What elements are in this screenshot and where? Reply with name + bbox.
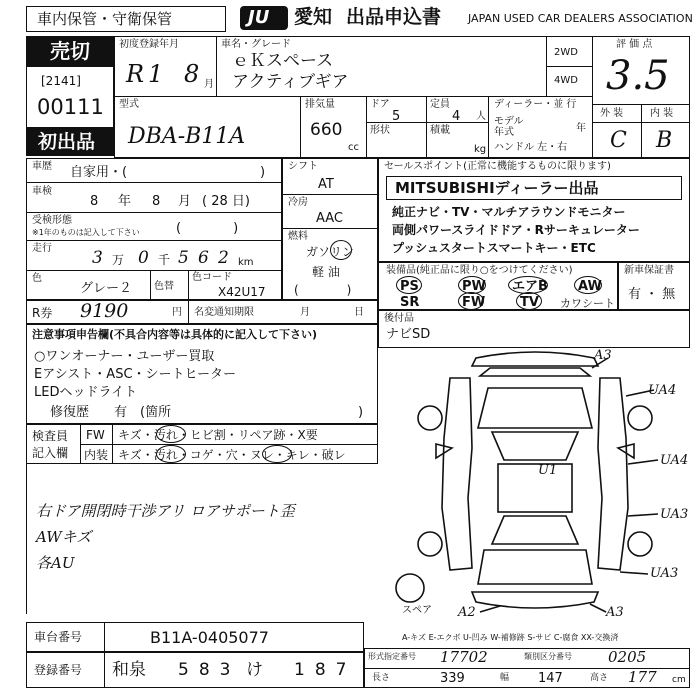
plate-class: 583 xyxy=(178,660,241,680)
capacity-label: 定員 xyxy=(430,99,450,110)
storage-tags xyxy=(26,6,226,32)
type-label: 型式 xyxy=(119,99,139,110)
car-left-side xyxy=(442,378,472,570)
plate-kana: け xyxy=(246,660,263,680)
width-value: 147 xyxy=(538,671,563,686)
fuel-label: 燃料 xyxy=(288,231,308,242)
category-value: 0205 xyxy=(608,648,647,666)
sales-point-line-2: 両側パワースライドドア・Rサーキュレーター xyxy=(392,223,640,237)
fuel-diesel: 軽 油 xyxy=(312,265,340,279)
equip-seat: カワシート xyxy=(560,297,615,310)
int-score-label: 内 装 xyxy=(650,108,674,119)
equip-airbag: エアB xyxy=(512,279,548,294)
plate-area: 和泉 xyxy=(112,660,146,680)
association-name: JAPAN USED CAR DEALERS ASSOCIATION xyxy=(468,12,693,25)
width-label: 幅 xyxy=(500,673,510,683)
color-value: グレー２ xyxy=(80,281,133,296)
shaken-label: 車検 xyxy=(32,186,52,197)
inspector-label-1: 検査員 xyxy=(32,429,69,443)
inspector-int-dirt-circle xyxy=(156,445,186,463)
repair-close: ) xyxy=(358,405,364,420)
inspector-fw: FW xyxy=(86,428,105,442)
history-close: ) xyxy=(260,165,266,180)
aftermarket-label: 後付品 xyxy=(384,313,414,324)
ext-score-label: 外 装 xyxy=(600,108,624,119)
mileage-unit: km xyxy=(238,257,254,268)
int-score-value: B xyxy=(656,128,673,153)
shaken-month: 8 xyxy=(152,194,161,209)
color-tone-label: 色替 xyxy=(154,281,174,292)
damage-mark-a3-rear: A3 xyxy=(606,605,624,620)
wheel-rear-left xyxy=(418,532,442,556)
shaken-year-unit: 年 xyxy=(118,194,132,209)
notes-label: 注意事項申告欄(不具合内容等は具体的に記入して下さい) xyxy=(32,328,318,341)
cert-value: 17702 xyxy=(440,648,488,666)
spare-tire xyxy=(396,574,424,602)
recycle-unit: 円 xyxy=(172,307,182,318)
name-change-label: 名変通知期限 xyxy=(194,307,254,318)
mileage-d4: 6 xyxy=(198,248,209,268)
shape-label: 形状 xyxy=(370,125,390,136)
fuel-gasoline: ガソリン xyxy=(306,245,355,259)
lot-box xyxy=(26,66,114,128)
equip-aw: AW xyxy=(578,279,602,294)
header-aichi: 愛知 xyxy=(294,6,333,28)
history-value: 自家用・( xyxy=(70,165,128,180)
inspector-label-2: 記入欄 xyxy=(32,446,69,460)
mileage-d2: 0 xyxy=(138,248,149,268)
repair-value: 有 (箇所 xyxy=(114,405,172,420)
equip-ps: PS xyxy=(400,279,419,294)
notes-line-3: LEDヘッドライト xyxy=(34,385,138,400)
first-reg-era: R xyxy=(126,60,145,88)
model-label: 車名・グレード xyxy=(221,39,291,50)
damage-mark-ua4-front: UA4 xyxy=(648,383,677,398)
height-value: 177 xyxy=(628,668,657,686)
lot-code: [2141] xyxy=(41,74,81,88)
handwritten-line-1: 右ドア開閉時干渉アリ ロアサポート歪 xyxy=(36,502,295,520)
equip-fw: FW xyxy=(462,295,486,310)
first-listing-badge: 初出品 xyxy=(26,128,114,156)
fuel-selected-circle xyxy=(330,240,352,260)
first-reg-label: 初度登録年月 xyxy=(119,39,179,50)
damage-mark-u1-roof: U1 xyxy=(538,463,558,478)
recipient-note: ※1年のものは記入して下さい xyxy=(32,228,140,237)
car-rear-hatch xyxy=(478,550,592,584)
capacity-value: 4 xyxy=(452,109,461,124)
drive-2wd: 2WD xyxy=(554,47,578,58)
mileage-d5: 2 xyxy=(218,248,229,268)
notes-line-1: ○ワンオーナー・ユーザー買取 xyxy=(34,349,215,364)
name-change-month: 月 xyxy=(300,307,310,318)
first-reg-month: 8 xyxy=(184,60,200,88)
equip-fw-circle xyxy=(458,292,484,310)
shift-value: AT xyxy=(318,177,334,192)
storage-tags-text: 車内保管・守衛保管 xyxy=(37,10,173,28)
damage-mark-ua3-rear: UA3 xyxy=(650,566,679,581)
mileage-d1: 3 xyxy=(92,248,103,268)
warranty-label: 新車保証書 xyxy=(624,265,674,276)
spare-label: スペア xyxy=(402,605,432,616)
inspector-int-wet-circle xyxy=(262,445,292,463)
car-roof-outline xyxy=(480,368,590,376)
sales-points-label: セールスポイント(正常に機能するものに限ります) xyxy=(384,161,611,172)
history-label: 車歴 xyxy=(32,161,52,172)
first-reg-month-unit: 月 xyxy=(204,79,214,90)
drive-4wd: 4WD xyxy=(554,75,578,86)
cert-label: 形式指定番号 xyxy=(368,652,416,661)
form-title: 出品申込書 xyxy=(346,6,442,28)
color-code: X42U17 xyxy=(218,285,266,299)
sold-badge: 売切 xyxy=(26,36,114,66)
mileage-u2: 千 xyxy=(158,253,171,267)
car-rear-window xyxy=(492,516,578,544)
recycle-label: R券 xyxy=(32,306,53,320)
type-value: DBA-B11A xyxy=(128,124,246,149)
equip-pw: PW xyxy=(462,279,486,294)
notes-line-2: Eアシスト・ASC・シートヒーター xyxy=(34,367,237,382)
inspector-interior: 内装 xyxy=(84,448,109,462)
model-name: ｅＫスペース xyxy=(232,51,334,71)
equip-ps-circle xyxy=(396,276,422,294)
ju-logo: JU xyxy=(240,6,288,30)
inspector-fw-text: キズ・汚れ・ヒビ割・リペア跡・X要 xyxy=(118,428,318,442)
cooler-value: AAC xyxy=(316,211,343,226)
wheel-front-right xyxy=(628,406,652,430)
damage-mark-ua4-side: UA4 xyxy=(660,453,689,468)
model-year-unit: 年 xyxy=(576,123,586,134)
handwritten-line-2: AWキズ xyxy=(36,528,92,546)
sales-point-line-3: プッシュスタートスマートキー・ETC xyxy=(392,241,596,255)
load-label: 積載 xyxy=(430,125,450,136)
recipient-paren: ( ) xyxy=(176,221,239,236)
wheel-front-left xyxy=(418,406,442,430)
sales-point-line-1: 純正ナビ・TV・マルチアラウンドモニター xyxy=(392,205,626,219)
chassis-value: B11A-0405077 xyxy=(150,628,269,647)
displacement-value: 660 xyxy=(310,120,343,140)
car-windshield xyxy=(492,432,578,460)
mileage-u1: 万 xyxy=(112,253,125,267)
displacement-unit: cc xyxy=(348,142,359,153)
name-change-day: 日 xyxy=(354,307,364,318)
aftermarket-value: ナビSD xyxy=(386,327,431,342)
length-value: 339 xyxy=(440,671,465,686)
car-damage-diagram xyxy=(380,348,690,628)
shaken-day: ( 28 日) xyxy=(202,194,250,209)
category-label: 類別区分番号 xyxy=(524,652,572,661)
inspector-interior-text: キズ・汚れ・コゲ・穴・ヌレ・キレ・破レ xyxy=(118,448,346,462)
first-reg-year: 1 xyxy=(148,60,164,88)
doors-value: 5 xyxy=(392,109,401,124)
model-year-label: モデル 年式 xyxy=(494,116,524,138)
dealer-label: ディーラー・並 行 xyxy=(494,99,577,110)
load-unit: kg xyxy=(474,144,487,155)
mileage-d3: 5 xyxy=(178,248,189,268)
equip-tv: TV xyxy=(520,295,539,310)
plate-label: 登録番号 xyxy=(34,663,83,677)
warranty-value: 有 ・ 無 xyxy=(628,287,676,302)
mileage-label: 走行 xyxy=(32,243,52,254)
recycle-value: 9190 xyxy=(80,300,129,322)
chassis-label: 車台番号 xyxy=(34,630,83,644)
damage-mark-a3-front: A3 xyxy=(594,348,612,363)
color-label: 色 xyxy=(32,273,42,284)
car-right-side xyxy=(598,378,628,570)
recipient-label: 受検形態 xyxy=(32,215,72,226)
handwritten-line-3: 各AU xyxy=(36,554,75,572)
shaken-month-unit: 月 xyxy=(178,194,192,209)
damage-mark-a2-rear: A2 xyxy=(458,605,476,620)
score-value: 3.5 xyxy=(606,53,670,99)
fuel-paren: ( ) xyxy=(294,283,352,297)
model-grade: アクティブギア xyxy=(232,72,349,92)
equip-tv-circle xyxy=(516,292,542,310)
shaken-year: 8 xyxy=(90,194,99,209)
color-code-label: 色コード xyxy=(192,272,232,283)
height-label: 高さ xyxy=(590,673,609,683)
damage-legend: A-キズ E-エクボ U-凹み W-補修跡 S-サビ C-腐食 XX-交換済 xyxy=(402,633,619,642)
ext-score-value: C xyxy=(610,128,627,153)
damage-mark-ua3-side: UA3 xyxy=(660,507,689,522)
score-label: 評 価 点 xyxy=(616,39,653,50)
car-front-hood xyxy=(478,388,592,428)
equipment-label: 装備品(純正品に限り○をつけてください) xyxy=(386,265,573,276)
plate-number: 187 xyxy=(294,660,357,680)
dealer-listing-box: MITSUBISHIディーラー出品 xyxy=(386,176,682,200)
car-front-bumper xyxy=(472,352,598,366)
equip-aw-circle xyxy=(574,276,602,294)
length-label: 長さ xyxy=(372,673,391,683)
inspector-fw-dirt-circle xyxy=(156,425,186,443)
car-roof-panel xyxy=(498,464,572,512)
displacement-label: 排気量 xyxy=(305,99,335,110)
doors-label: ドア xyxy=(370,99,390,110)
capacity-unit: 人 xyxy=(476,111,486,122)
repair-label: 修復歴 xyxy=(50,405,90,420)
shift-label: シフト xyxy=(288,161,318,172)
lot-number: 00111 xyxy=(37,95,104,119)
car-rear-bumper xyxy=(472,592,598,608)
dims-unit: cm xyxy=(672,675,686,685)
cooler-label: 冷房 xyxy=(288,197,308,208)
wheel-rear-right xyxy=(628,532,652,556)
handle-label: ハンドル 左・右 xyxy=(494,142,568,153)
equip-sr: SR xyxy=(400,295,420,310)
